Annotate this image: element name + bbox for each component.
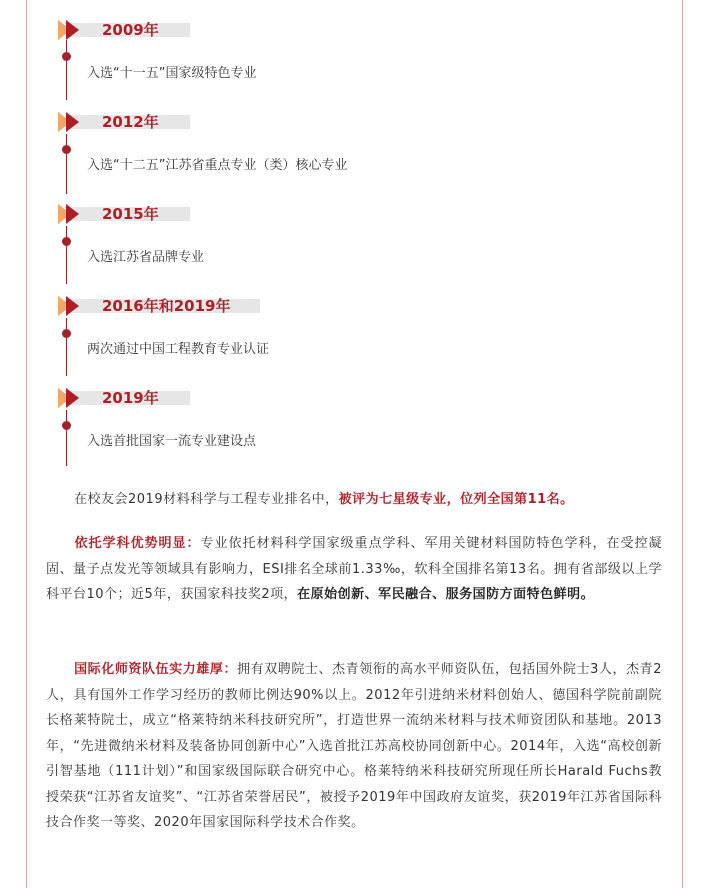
page-border-left [26, 0, 27, 888]
timeline-dot [62, 421, 71, 430]
chevron-icon [66, 296, 79, 316]
year-label: 2016年和2019年 [102, 297, 231, 315]
discipline-heading: 依托学科优势明显： [74, 536, 201, 551]
page-border-right [682, 0, 683, 888]
timeline-dot [62, 52, 71, 61]
chevron-icon [66, 20, 79, 40]
year-label: 2009年 [102, 21, 159, 39]
discipline-paragraph [46, 531, 662, 608]
year-label: 2012年 [102, 113, 159, 131]
chevron-icon [66, 204, 79, 224]
timeline-line [66, 318, 67, 376]
ranking-highlight: 被评为七星级专业，位列全国第11名。 [338, 492, 574, 507]
timeline-line [66, 226, 67, 284]
faculty-heading: 国际化师资队伍实力雄厚： [74, 662, 238, 677]
chevron-icon [66, 112, 79, 132]
timeline-line [66, 40, 67, 100]
timeline-dot [62, 237, 71, 246]
timeline-text: 入选江苏省品牌专业 [87, 250, 205, 265]
faculty-body: 拥有双聘院士、杰青领衔的高水平师资队伍，包括国外院士3人，杰青2人，具有国外工作学习经历的教师比例达90%以上。2012年引进纳米材料创始人、德国科学院前副院长格莱特院士，成立“格莱特纳米科技研究所”，打造世界一流纳米材料与技术师资团队和基地。2013年，“先进微纳米材料及装备协同创新中心”入选首批江苏高校协同创新中心。2014年，入选“高校创新引智基地（111计划）”和国家级国际联合研究中心。格莱特纳米科技研究所现任所长Harald Fuchs教授荣获“江苏省友谊奖”、“江苏省荣誉居民”，被授予2019年中国政府友谊奖，获2019年江苏省国际科技合作奖一等奖、2020年国家国际科学技术合作奖。 [46, 662, 662, 830]
timeline-dot [62, 329, 71, 338]
discipline-body: 专业依托材料科学国家级重点学科、军用关键材料国防特色学科，在受控凝固、量子点发光等领域具有影响力，ESI排名全球前1.33‰，软科全国排名第13名。拥有省部级以上学科平台10个；近5年，获国家科技奖2项， [46, 536, 662, 602]
timeline-dot [62, 145, 71, 154]
ranking-paragraph [46, 487, 662, 513]
faculty-paragraph [46, 657, 662, 836]
year-label: 2019年 [102, 389, 159, 407]
timeline-text: 入选首批国家一流专业建设点 [87, 434, 257, 449]
timeline-line [66, 410, 67, 466]
ranking-prefix: 在校友会2019材料科学与工程专业排名中， [74, 492, 339, 507]
timeline-text: 入选“十二五”江苏省重点专业（类）核心专业 [87, 158, 348, 173]
chevron-icon [66, 388, 79, 408]
timeline-line [66, 134, 67, 194]
discipline-bold: 在原始创新、军民融合、服务国防方面特色鲜明。 [297, 587, 595, 602]
year-label: 2015年 [102, 205, 159, 223]
timeline-text: 入选“十一五”国家级特色专业 [87, 66, 257, 81]
timeline-text: 两次通过中国工程教育专业认证 [87, 342, 270, 357]
